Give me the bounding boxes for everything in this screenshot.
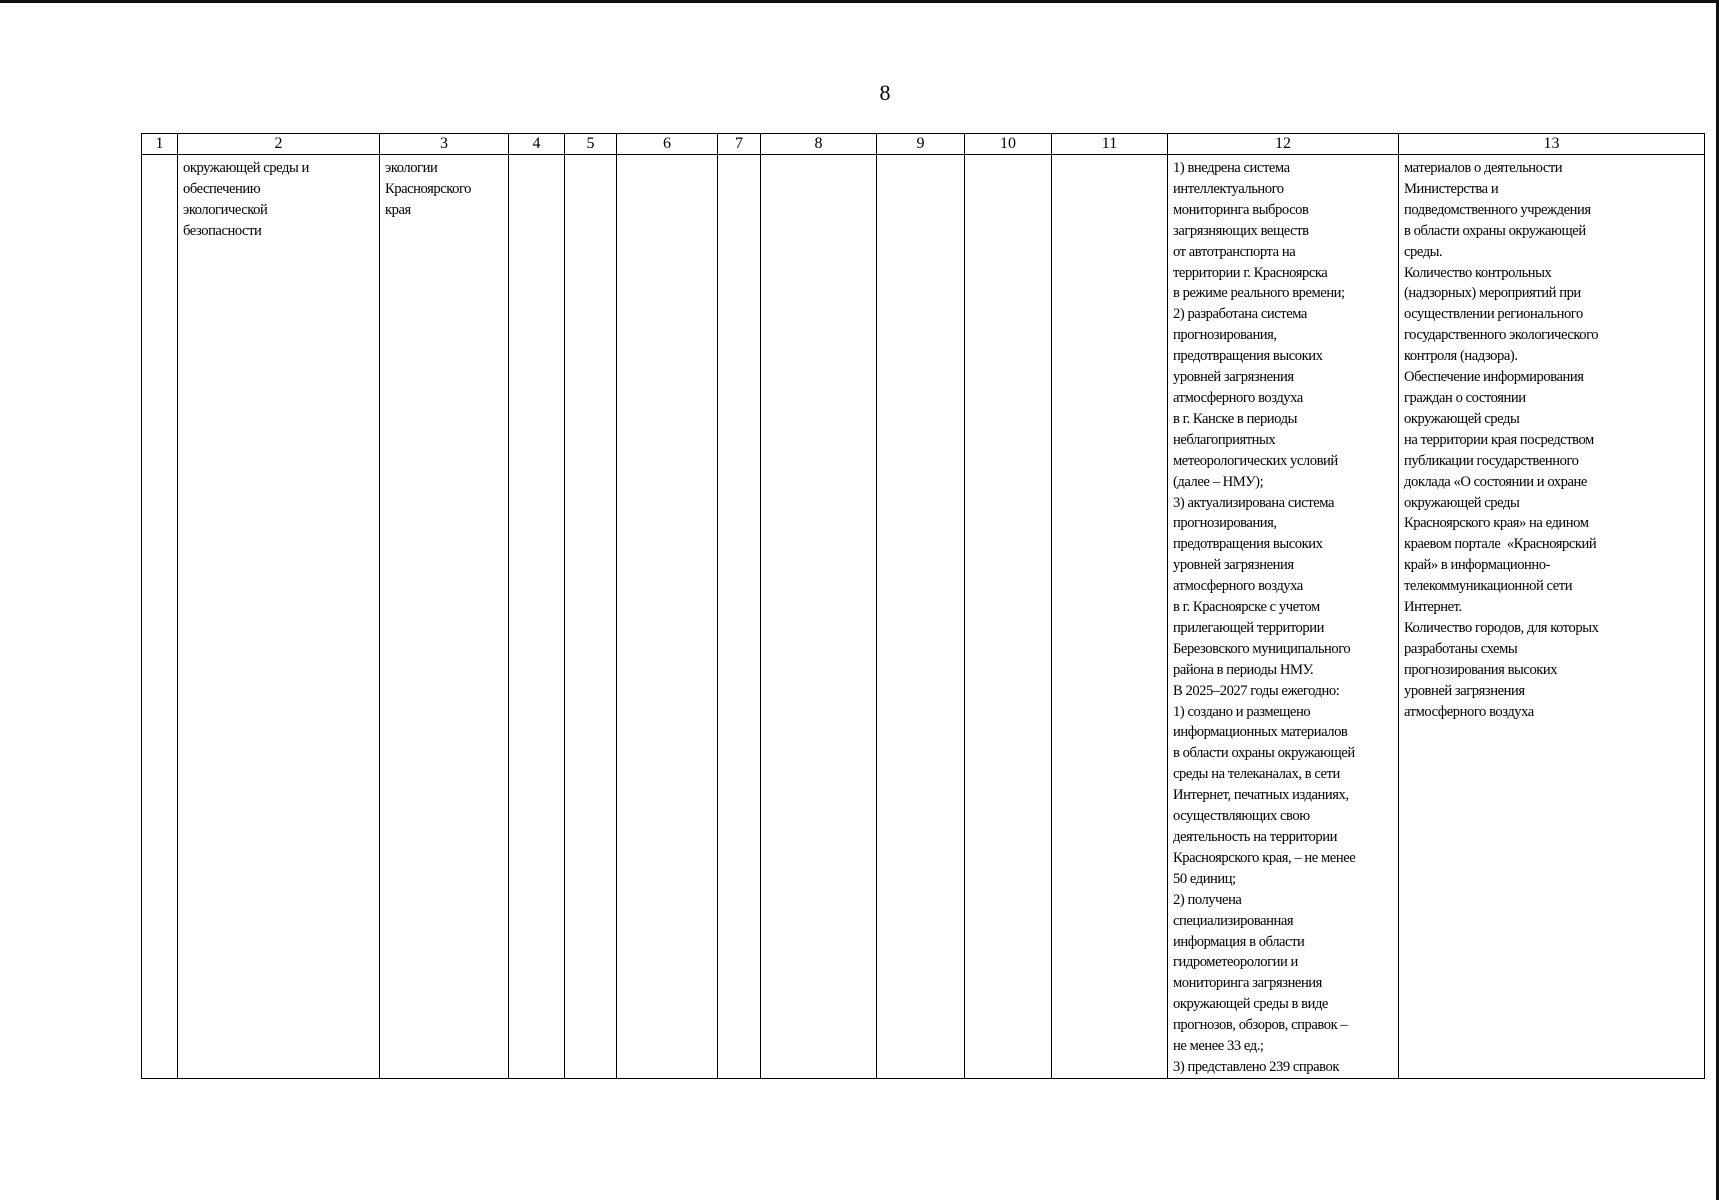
cell-text-col-13: материалов о деятельности Министерства и подведомственного учреждения в области охраны окружающей среды. Количество контрольных (надзорных) мероприятий при осуществлении регионального государственного экологического контроля (надзора). Обеспечение информирования граждан о состоянии окружающей среды на территории края посредством публикации государственного доклада «О состоянии и охране окружающей среды Красноярского края» на едином краевом портале «Красноярский край» в информационно- телекоммуникационной сети Интернет. Количество городов, для которых разработаны схемы прогнозирования высоких уровней загрязнения атмосферного воздуха bbox=[1404, 160, 1599, 720]
column-header-3: 3 bbox=[380, 134, 509, 155]
column-header-4: 4 bbox=[509, 134, 565, 155]
column-header-10: 10 bbox=[965, 134, 1052, 155]
cell-text-col-12: 1) внедрена система интеллектуального мониторинга выбросов загрязняющих веществ от автотранспорта на территории г. Красноярска в режиме реального времени; 2) разработана система прогнозирования, предотвращения высоких уровней загрязнения атмосферного воздуха в г. Канске в периоды неблагоприятных метеорологических условий (далее – НМУ); 3) актуализирована система прогнозирования, предотвращения высоких уровней загрязнения атмосферного воздуха в г. Красноярске с учетом прилегающей территории Березовского муниципального района в периоды НМУ. В 2025–2027 годы ежегодно: 1) создано и размещено информационных материалов в области охраны окружающей среды на телеканалах, в сети Интернет, печатных изданиях, осуществляющих свою деятельность на территории Красноярского края, – не менее 50 единиц; 2) получена специализированная информация в области гидрометеорологии и мониторинга загрязнения окружающей среды в виде прогнозов, обзоров, справок – не менее 33 ед.; 3) представлено 239 справок bbox=[1173, 160, 1356, 1075]
page-number: 8 bbox=[879, 80, 891, 105]
cell-col-3 bbox=[380, 155, 509, 1079]
cell-col-11 bbox=[1052, 155, 1168, 1079]
cell-text-col-3: экологии Красноярского края bbox=[385, 160, 472, 218]
scan-edge-top bbox=[0, 0, 1719, 3]
column-header-12: 12 bbox=[1168, 134, 1399, 155]
column-header-11: 11 bbox=[1052, 134, 1168, 155]
table-row bbox=[142, 155, 1705, 1079]
column-header-8: 8 bbox=[761, 134, 877, 155]
column-header-6: 6 bbox=[617, 134, 718, 155]
cell-col-5 bbox=[565, 155, 617, 1079]
cell-col-2 bbox=[178, 155, 380, 1079]
column-header-7: 7 bbox=[718, 134, 761, 155]
column-header-1: 1 bbox=[142, 134, 178, 155]
cell-col-13 bbox=[1399, 155, 1705, 1079]
cell-col-7 bbox=[718, 155, 761, 1079]
column-header-13: 13 bbox=[1399, 134, 1705, 155]
cell-col-9 bbox=[877, 155, 965, 1079]
cell-col-8 bbox=[761, 155, 877, 1079]
cell-col-1 bbox=[142, 155, 178, 1079]
column-header-5: 5 bbox=[565, 134, 617, 155]
header-row bbox=[142, 134, 1705, 155]
cell-col-6 bbox=[617, 155, 718, 1079]
cell-col-4 bbox=[509, 155, 565, 1079]
cell-col-12 bbox=[1168, 155, 1399, 1079]
cell-text-col-2: окружающей среды и обеспечению экологической безопасности bbox=[183, 160, 309, 239]
document-table bbox=[141, 133, 1705, 1079]
column-header-9: 9 bbox=[877, 134, 965, 155]
column-header-2: 2 bbox=[178, 134, 380, 155]
cell-col-10 bbox=[965, 155, 1052, 1079]
